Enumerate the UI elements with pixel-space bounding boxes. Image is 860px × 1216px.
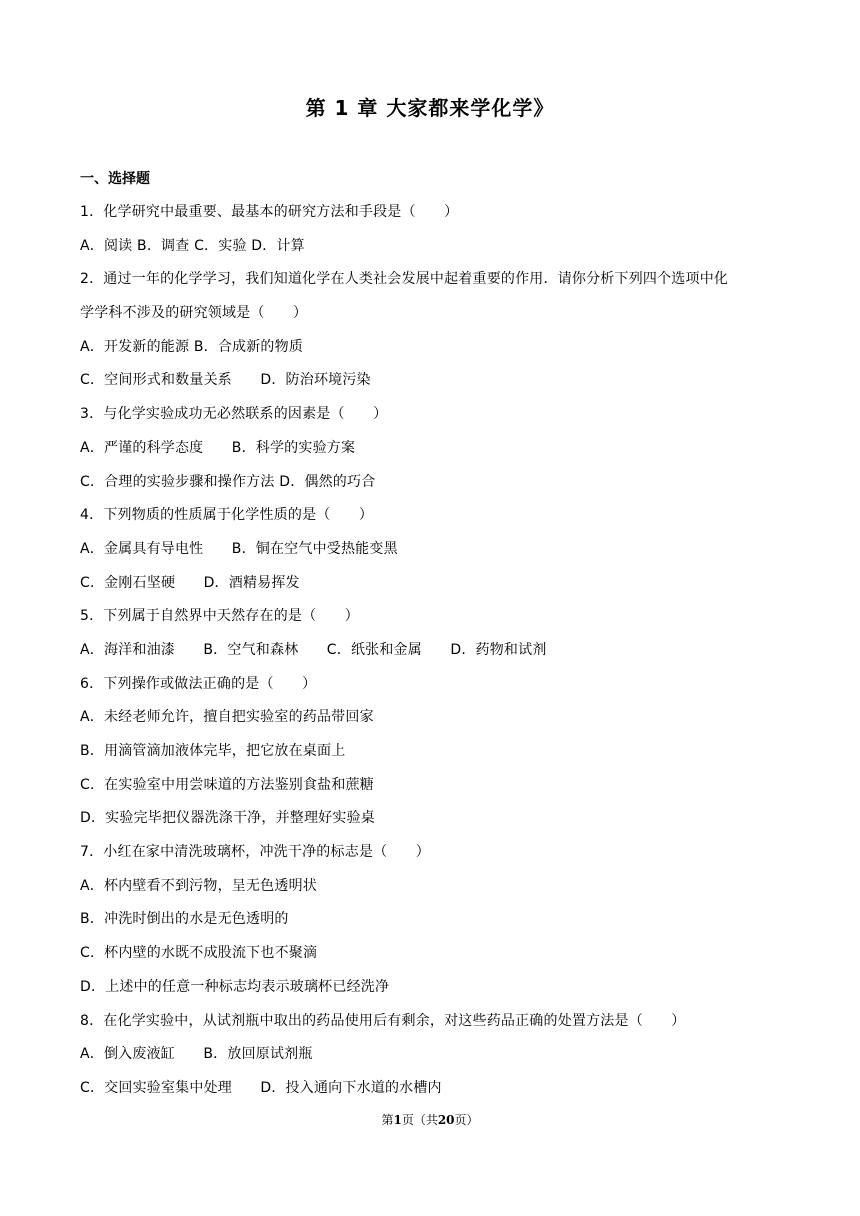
- option-line: C．合理的实验步骤和操作方法 D．偶然的巧合: [80, 473, 376, 490]
- question-line: 7．小红在家中清洗玻璃杯，冲洗干净的标志是（ ）: [80, 844, 430, 861]
- option-line: A．开发新的能源 B．合成新的物质: [80, 338, 304, 355]
- option-line: C．在实验室中用尝味道的方法鉴别食盐和蔗糖: [80, 776, 374, 793]
- option-line: C．金刚石坚硬 D．酒精易挥发: [80, 574, 300, 591]
- option-line: C．空间形式和数量关系 D．防治环境污染: [80, 372, 371, 389]
- question-line: 2．通过一年的化学学习，我们知道化学在人类社会发展中起着重要的作用．请你分析下列四个选项中化: [80, 271, 729, 288]
- question-line: 8．在化学实验中，从试剂瓶中取出的药品使用后有剩余，对这些药品正确的处置方法是（ ）: [80, 1012, 686, 1029]
- question-line: 5．下列属于自然界中天然存在的是（ ）: [80, 608, 359, 625]
- footer-suffix: 页）: [454, 1113, 479, 1127]
- section-heading: 一、选择题: [80, 171, 150, 187]
- option-line: B．用滴管滴加液体完毕，把它放在桌面上: [80, 743, 346, 759]
- option-line: D．上述中的任意一种标志均表示玻璃杯已经洗净: [80, 978, 390, 995]
- question-line: 学学科不涉及的研究领域是（ ）: [80, 305, 308, 322]
- option-line: C．杯内壁的水既不成股流下也不聚滴: [80, 945, 318, 962]
- option-line: A．杯内壁看不到污物，呈无色透明状: [80, 877, 317, 894]
- question-list: [80, 202, 790, 1112]
- document-title: 第 1 章 大家都来学化学》: [305, 96, 555, 120]
- page-footer: [0, 1111, 860, 1128]
- option-line: A．严谨的科学态度 B．科学的实验方案: [80, 439, 356, 456]
- question-line: 4．下列物质的性质属于化学性质的是（ ）: [80, 507, 374, 524]
- option-line: B．冲洗时倒出的水是无色透明的: [80, 911, 289, 928]
- question-line: 3．与化学实验成功无必然联系的因素是（ ）: [80, 406, 388, 423]
- option-line: A．倒入废液缸 B．放回原试剂瓶: [80, 1046, 313, 1063]
- question-line: 1．化学研究中最重要、最基本的研究方法和手段是（ ）: [80, 204, 459, 220]
- footer-total-pages: 20: [437, 1113, 455, 1127]
- footer-prefix: 第: [381, 1113, 394, 1127]
- question-line: 6．下列操作或做法正确的是（ ）: [80, 675, 317, 692]
- option-line: D．实验完毕把仪器洗涤干净，并整理好实验桌: [80, 810, 375, 827]
- option-line: C．交回实验室集中处理 D．投入通向下水道的水槽内: [80, 1079, 442, 1096]
- option-line: A．未经老师允许，擅自把实验室的药品带回家: [80, 709, 374, 726]
- option-line: A．阅读 B．调查 C．实验 D．计算: [80, 237, 305, 254]
- option-line: A．金属具有导电性 B．铜在空气中受热能变黑: [80, 540, 398, 557]
- footer-page-number: 1: [393, 1113, 402, 1127]
- footer-middle: 页（共: [401, 1113, 438, 1127]
- option-line: A．海洋和油漆 B．空气和森林 C．纸张和金属 D．药物和试剂: [80, 641, 547, 658]
